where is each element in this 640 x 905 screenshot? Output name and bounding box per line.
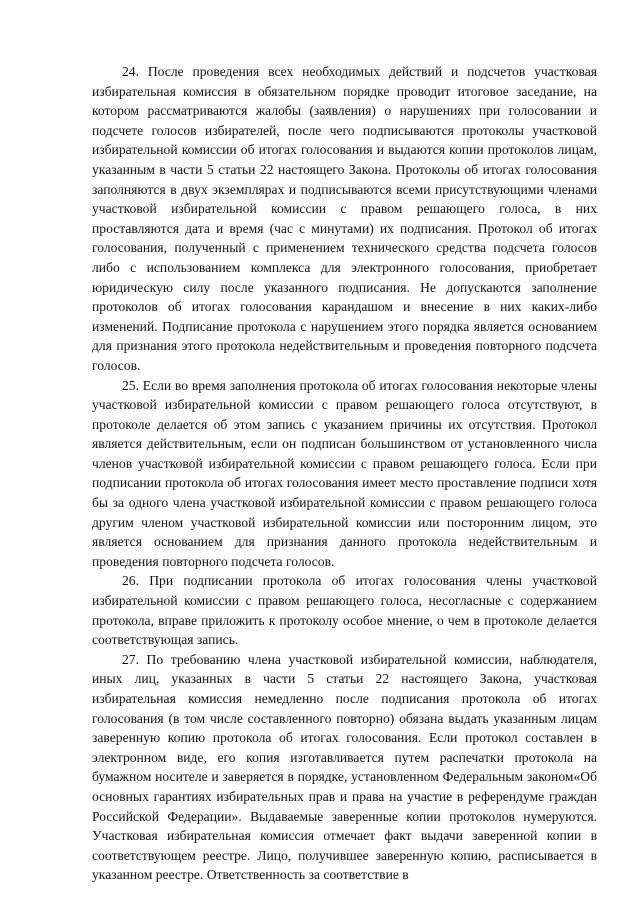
paragraph-26: 26. При подписании протокола об итогах голосования члены участковой избирательной комиссии с правом решающего голоса, несогласные с содержанием протокола, вправе приложить к протоколу особое мнение, о чем в протоколе делается соответствующая запись.: [92, 573, 597, 648]
paragraph-27: 27. По требованию члена участковой избирательной комиссии, наблюдателя, иных лиц, указанных в части 5 статьи 22 настоящего Закона, участковая избирательная комиссия немедленно после подписания протокола об итогах голосования (в том числе составленного повторно) обязана выдать указанным лицам заверенную копию протокола об итогах голосования. Если протокол составлен в электронном виде, его копия изготавливается путем распечатки протокола на бумажном носителе и заверяется в порядке, установленном Федеральным законом«Об основных гарантиях избирательных прав и права на участие в референдуме граждан Российской Федерации». Выдаваемые заверенные копии протоколов нумеруются. Участковая избирательная комиссия отмечает факт выдачи заверенной копии в соответствующем реестре. Лицо, получившее заверенную копию, расписывается в указанном реестре. Ответственность за соответствие в: [92, 651, 597, 883]
paragraph-25: 25. Если во время заполнения протокола об итогах голосования некоторые члены участковой избирательной комиссии с правом решающего голоса отсутствуют, в протоколе делается об этом запись с указанием причины их отсутствия. Протокол является действительным, если он подписан большинством от установленного числа членов участковой избирательной комиссии с правом решающего голоса. Если при подписании протокола об итогах голосования имеет место проставление подписи хотя бы за одного члена участковой избирательной комиссии с правом решающего голоса другим членом участковой избирательной комиссии или посторонним лицом, это является основанием для признания данного протокола недействительным и проведения повторного подсчета голосов.: [92, 377, 597, 569]
paragraph-24: 24. После проведения всех необходимых действий и подсчетов участковая избирательная комиссия в обязательном порядке проводит итоговое заседание, на котором рассматриваются жалобы (заявления) о нарушениях при голосовании и подсчете голосов избирателей, после чего подписываются протоколы участковой избирательной комиссии об итогах голосования и выдаются копии протоколов лицам, указанным в части 5 статьи 22 настоящего Закона. Протоколы об итогах голосования заполняются в двух экземплярах и подписываются всеми присутствующими членами участковой избирательной комиссии с правом решающего голоса, в них проставляются дата и время (час с минутами) их подписания. Протокол об итогах голосования, полученный с применением технического средства подсчета голосов либо с использованием комплекса для электронного голосования, приобретает юридическую силу после указанного подписания. Не допускаются заполнение протоколов об итогах голосования карандашом и внесение в них каких-либо изменений. Подписание протокола с нарушением этого порядка является основанием для признания этого протокола недействительным и проведения повторного подсчета голосов.: [92, 64, 597, 373]
document-page: [92, 62, 597, 885]
